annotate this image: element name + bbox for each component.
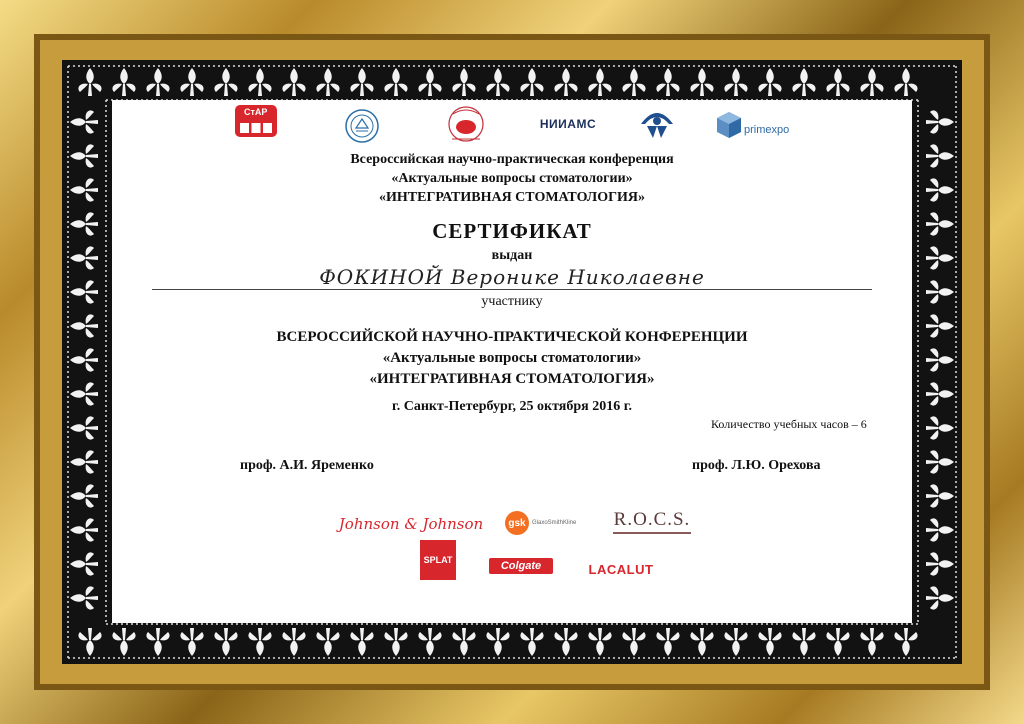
gsk-subtext: GlaxoSmithKline bbox=[532, 520, 577, 526]
signature-left: проф. А.И. Яременко bbox=[240, 458, 374, 473]
ornament-motif bbox=[70, 484, 98, 507]
ornament-motif bbox=[214, 628, 237, 656]
ornament-motif bbox=[486, 68, 509, 96]
recipient-name: ФОКИНОЙ Веронике Николаевне bbox=[319, 265, 705, 289]
johnson-johnson-logo bbox=[338, 510, 484, 538]
ornament-motif bbox=[350, 628, 373, 656]
ornament-motif bbox=[486, 628, 509, 656]
primexpo-logo bbox=[716, 110, 808, 140]
lacalut-logo bbox=[579, 560, 663, 578]
ornament-motif bbox=[926, 416, 954, 439]
issued-label: выдан bbox=[491, 248, 533, 263]
ornament-motif bbox=[554, 628, 577, 656]
gsk-logo bbox=[505, 508, 595, 538]
ornament-motif bbox=[860, 68, 883, 96]
ornament-motif bbox=[656, 68, 679, 96]
ornament-motif bbox=[112, 628, 135, 656]
ornament-motif bbox=[70, 348, 98, 371]
ornament-motif bbox=[70, 552, 98, 575]
recipient-underline bbox=[152, 289, 872, 290]
ornament-motif bbox=[926, 450, 954, 473]
ornament-motif bbox=[520, 628, 543, 656]
university-seal-logo bbox=[344, 108, 380, 144]
header-line-3: «ИНТЕГРАТИВНАЯ СТОМАТОЛОГИЯ» bbox=[379, 190, 645, 205]
star-logo bbox=[234, 104, 278, 138]
niiams-logo-text: НИИАМС bbox=[539, 117, 597, 131]
ornament-motif bbox=[70, 586, 98, 609]
header-line-2: «Актуальные вопросы стоматологии» bbox=[391, 171, 633, 186]
role-label: участнику bbox=[481, 294, 543, 309]
ornament-motif bbox=[860, 628, 883, 656]
ornament-motif bbox=[554, 68, 577, 96]
ornament-motif bbox=[926, 586, 954, 609]
ornament-motif bbox=[926, 178, 954, 201]
johnson-johnson-text: Johnson & Johnson bbox=[338, 515, 484, 533]
ornament-motif bbox=[418, 68, 441, 96]
gsk-badge-icon bbox=[505, 511, 529, 535]
ornament-motif bbox=[70, 382, 98, 405]
ornament-motif bbox=[384, 68, 407, 96]
primexpo-logo-text: primexpo bbox=[744, 124, 790, 136]
study-hours: Количество учебных часов – 6 bbox=[711, 417, 867, 431]
ornament-motif bbox=[926, 552, 954, 575]
ornament-motif bbox=[70, 212, 98, 235]
ornament-motif bbox=[248, 68, 271, 96]
conference-line-3: «ИНТЕГРАТИВНАЯ СТОМАТОЛОГИЯ» bbox=[369, 371, 655, 387]
ornament-motif bbox=[926, 110, 954, 133]
ornament-motif bbox=[622, 628, 645, 656]
ornament-motif bbox=[70, 110, 98, 133]
ornament-motif bbox=[826, 68, 849, 96]
splat-text: SPLAT bbox=[423, 555, 453, 565]
splat-logo bbox=[420, 540, 456, 580]
blue-arch-logo bbox=[639, 106, 675, 140]
ornament-motif bbox=[78, 68, 101, 96]
ornament-motif bbox=[70, 518, 98, 541]
star-logo-text: СтАР bbox=[244, 107, 268, 117]
lacalut-text: LACALUT bbox=[588, 561, 654, 577]
signature-right: проф. Л.Ю. Орехова bbox=[692, 458, 821, 473]
ornament-motif bbox=[894, 628, 917, 656]
ornament-motif bbox=[70, 246, 98, 269]
ornament-motif bbox=[452, 628, 475, 656]
niiams-logo bbox=[538, 114, 598, 134]
ornament-motif bbox=[926, 280, 954, 303]
ornament-motif bbox=[826, 628, 849, 656]
ornament-motif bbox=[248, 628, 271, 656]
ornament-motif bbox=[926, 518, 954, 541]
conference-line-2: «Актуальные вопросы стоматологии» bbox=[382, 350, 642, 366]
ornament-motif bbox=[690, 68, 713, 96]
ornament-motif bbox=[282, 628, 305, 656]
ornament-motif bbox=[350, 68, 373, 96]
rocs-logo bbox=[610, 507, 694, 537]
ornament-motif bbox=[316, 68, 339, 96]
ornament-motif bbox=[656, 628, 679, 656]
ornament-motif bbox=[724, 68, 747, 96]
ornament-motif bbox=[214, 68, 237, 96]
ornament-motif bbox=[384, 628, 407, 656]
ornament-motif bbox=[418, 628, 441, 656]
colgate-logo bbox=[489, 558, 553, 574]
ornament-motif bbox=[146, 68, 169, 96]
ornament-motif bbox=[926, 144, 954, 167]
ornament-motif bbox=[180, 628, 203, 656]
ornament-motif bbox=[926, 382, 954, 405]
ornament-motif bbox=[146, 628, 169, 656]
ornament-motif bbox=[926, 484, 954, 507]
place-date: г. Санкт-Петербург, 25 октября 2016 г. bbox=[391, 399, 633, 414]
ornament-motif bbox=[70, 450, 98, 473]
ornament-motif bbox=[894, 68, 917, 96]
ornament-motif bbox=[112, 68, 135, 96]
ornament-motif bbox=[70, 178, 98, 201]
ornament-motif bbox=[926, 246, 954, 269]
ornament-motif bbox=[316, 628, 339, 656]
rocs-text: R.O.C.S. bbox=[613, 509, 691, 530]
certificate-paper bbox=[112, 100, 912, 623]
ornament-motif bbox=[724, 628, 747, 656]
certificate-title: СЕРТИФИКАТ bbox=[432, 219, 592, 243]
ornament-motif bbox=[792, 628, 815, 656]
primexpo-cube-icon bbox=[716, 111, 742, 139]
ornament-motif bbox=[926, 348, 954, 371]
ornament-motif bbox=[180, 68, 203, 96]
ornament-motif bbox=[70, 280, 98, 303]
ornament-motif bbox=[70, 314, 98, 337]
dental-society-logo bbox=[443, 104, 489, 144]
ornament-motif bbox=[70, 416, 98, 439]
ornament-motif bbox=[452, 68, 475, 96]
colgate-text: Colgate bbox=[500, 560, 542, 572]
rocs-underline bbox=[613, 532, 691, 534]
ornament-motif bbox=[520, 68, 543, 96]
ornament-motif bbox=[588, 68, 611, 96]
ornament-motif bbox=[792, 68, 815, 96]
ornament-motif bbox=[78, 628, 101, 656]
ornament-motif bbox=[622, 68, 645, 96]
conference-line-1: ВСЕРОССИЙСКОЙ НАУЧНО-ПРАКТИЧЕСКОЙ КОНФЕРЕНЦИИ bbox=[276, 329, 748, 345]
ornament-motif bbox=[758, 628, 781, 656]
ornament-motif bbox=[282, 68, 305, 96]
ornament-motif bbox=[690, 628, 713, 656]
header-line-1: Всероссийская научно-практическая конференция bbox=[350, 152, 674, 167]
ornament-motif bbox=[926, 314, 954, 337]
ornament-motif bbox=[926, 212, 954, 235]
ornament-motif bbox=[588, 628, 611, 656]
ornament-motif bbox=[758, 68, 781, 96]
gsk-badge-text: gsk bbox=[508, 517, 526, 529]
ornament-motif bbox=[70, 144, 98, 167]
